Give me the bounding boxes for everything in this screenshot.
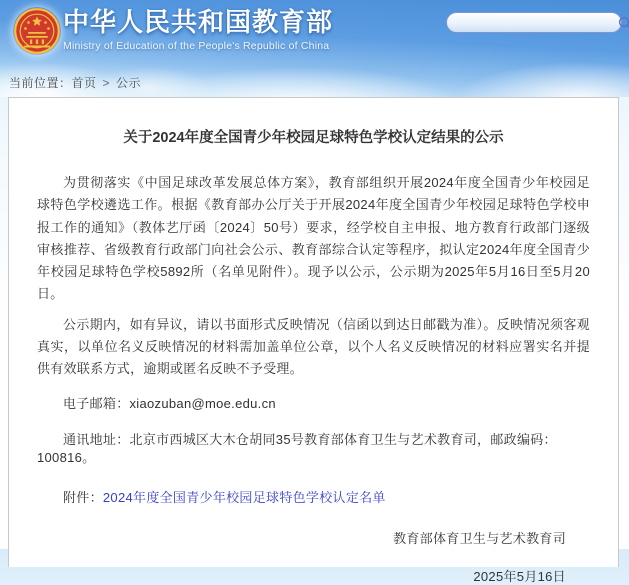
address-line: 通讯地址：北京市西城区大木仓胡同35号教育部体育卫生与艺术教育司，邮政编码：100816。 <box>37 431 557 465</box>
national-emblem-icon <box>13 7 61 55</box>
signature: 教育部体育卫生与艺术教育司 <box>393 530 566 546</box>
email-line: 电子邮箱：xiaozuban@moe.edu.cn <box>63 395 276 411</box>
breadcrumb-current: 公示 <box>116 76 142 90</box>
site-header <box>0 0 629 97</box>
search-button[interactable] <box>618 13 629 32</box>
search-box <box>446 12 622 33</box>
content-panel <box>8 97 619 584</box>
attachment-label: 附件： <box>63 489 103 505</box>
breadcrumb-home-link[interactable]: 首页 <box>71 76 97 90</box>
site-title: 中华人民共和国教育部 <box>63 7 334 37</box>
attachment-link[interactable]: 2024年度全国青少年校园足球特色学校认定名单 <box>102 489 386 505</box>
site-logo-link[interactable] <box>63 7 333 52</box>
search-icon <box>618 16 629 30</box>
page-title: 关于2024年度全国青少年校园足球特色学校认定结果的公示 <box>123 130 504 146</box>
body-paragraph-2: 公示期内，如有异议，请以书面形式反映情况（信函以到达日邮戳为准）。反映情况须客观真实，以单位名义反映情况的材料需加盖单位公章，以个人名义反映情况的材料应署实名并提供有效联系方式，逾期或匿名反映不予受理。 <box>37 316 590 377</box>
site-subtitle: Ministry of Education of the People's Republic of China <box>63 40 330 52</box>
search-input[interactable] <box>447 13 618 32</box>
attachment-line <box>37 489 590 507</box>
body-paragraph-1: 为贯彻落实《中国足球改革发展总体方案》，教育部组织开展2024年度全国青少年校园足球特色学校遴选工作。根据《教育部办公厅关于开展2024年度全国青少年校园足球特色学校申报工作的通知》（教体艺厅函〔2024〕50号）要求，经学校自主申报、地方教育行政部门逐级审核推荐、省级教育行政部门向社会公示、教育部综合认定等程序，拟认定2024年度全国青少年校园足球特色学校5892所（名单见附件）。现予以公示，公示期为2025年5月16日至5月20日。 <box>37 175 590 302</box>
breadcrumb <box>9 74 141 91</box>
breadcrumb-label: 当前位置： <box>9 76 72 90</box>
document-date: 2025年5月16日 <box>473 568 566 584</box>
breadcrumb-separator: > <box>102 76 111 90</box>
